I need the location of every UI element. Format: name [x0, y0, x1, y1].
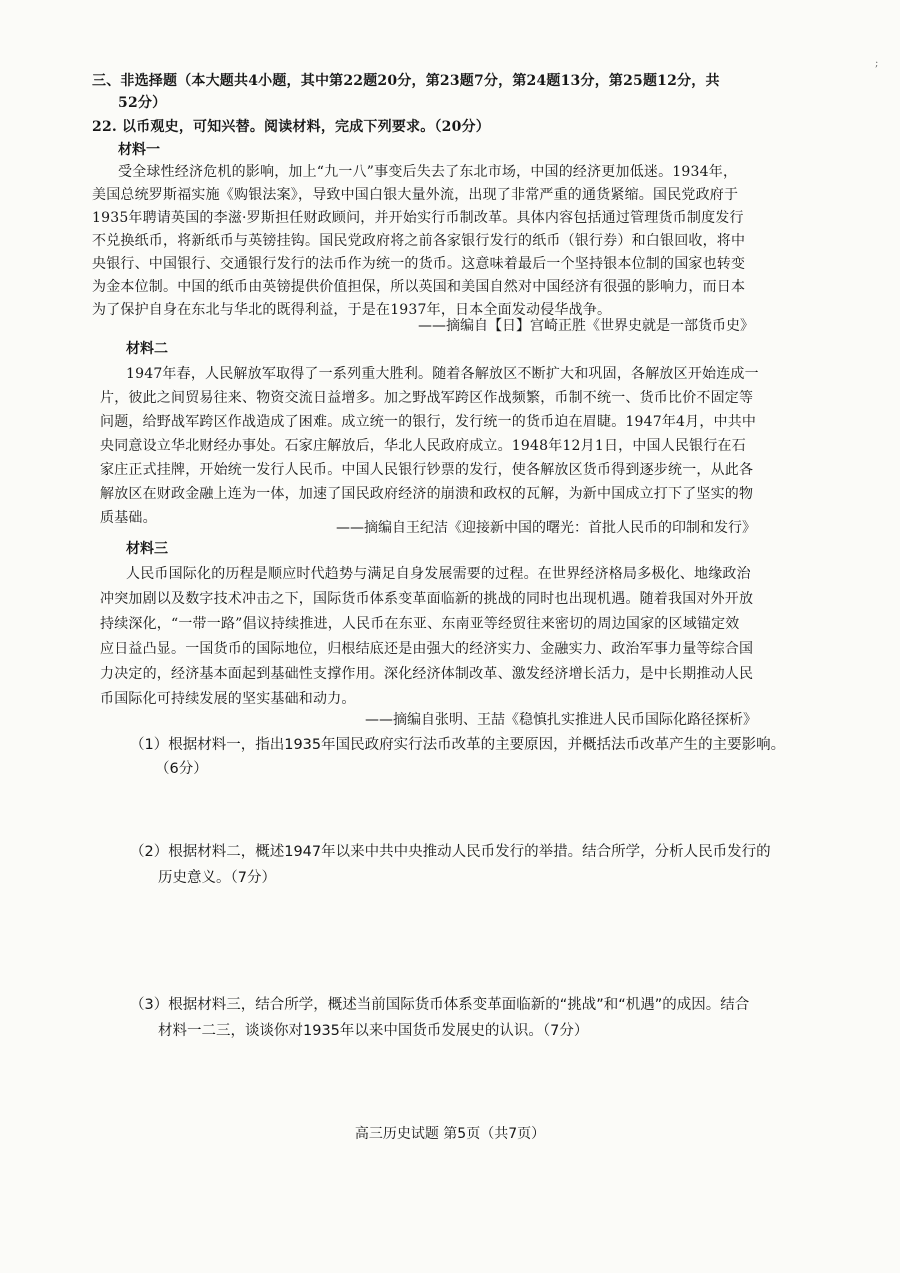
- material-3-line: 力决定的，经济基本面起到基础性支撑作用。深化经济体制改革、激发经济增长活力，是中长期推动人民: [100, 666, 754, 682]
- material-1-title: 材料一: [118, 142, 160, 158]
- material-1-line: 美国总统罗斯福实施《购银法案》，导致中国白银大量外流，出现了非常严重的通货紧缩。国民党政府于: [92, 187, 739, 203]
- material-2-line: 1947年春，人民解放军取得了一系列重大胜利。随着各解放区不断扩大和巩固，各解放区开始连成一: [126, 366, 759, 382]
- material-2-line: 片，彼此之间贸易往来、物资交流日益增多。加之野战军跨区作战频繁，币制不统一、货币比价不固定等: [100, 390, 754, 406]
- material-3-line: 应日益凸显。一国货币的国际地位，归根结底还是由强大的经济实力、金融实力、政治军事力量等综合国: [100, 641, 754, 657]
- corner-mark: ;: [875, 58, 879, 69]
- material-2-line: 家庄正式挂牌，开始统一发行人民币。中国人民银行钞票的发行，使各解放区货币得到逐步统一，从此各: [100, 462, 754, 478]
- material-1-line: 不兑换纸币，将新纸币与英镑挂钩。国民党政府将之前各家银行发行的纸币（银行券）和白银回收，将中: [92, 233, 746, 249]
- material-1-line: 为金本位制。中国的纸币由英镑提供价值担保，所以英国和美国自然对中国经济有很强的影响力，而日本: [92, 279, 746, 295]
- question-1: （1）根据材料一，指出1935年国民政府实行法币改革的主要原因，并概括法币改革产生的主要影响。: [130, 737, 786, 753]
- section-heading-cont: 52分）: [118, 95, 167, 111]
- material-2-line: 央同意设立华北财经办事处。石家庄解放后，华北人民政府成立。1948年12月1日，中国人民银行在石: [100, 438, 746, 454]
- question-2-cont: 历史意义。（7分）: [158, 870, 276, 886]
- question-2: （2）根据材料二，概述1947年以来中共中央推动人民币发行的举措。结合所学，分析人民币发行的: [130, 844, 771, 860]
- question-3: （3）根据材料三，结合所学，概述当前国际货币体系变革面临新的“挑战”和“机遇”的成因。结合: [130, 997, 750, 1013]
- question-1-cont: （6分）: [155, 761, 208, 777]
- material-2-line: 解放区在财政金融上连为一体，加速了国民政府经济的崩溃和政权的瓦解，为新中国成立打下了坚实的物: [100, 486, 754, 502]
- material-3-line: 冲突加剧以及数字技术冲击之下，国际货币体系变革面临新的挑战的同时也出现机遇。随着我国对外开放: [100, 591, 754, 607]
- material-3-line: 持续深化，“一带一路”倡议持续推进，人民币在东亚、东南亚等经贸往来密切的周边国家的区域锚定效: [100, 616, 740, 632]
- question-22-title: 22. 以币观史，可知兴替。阅读材料，完成下列要求。（20分）: [92, 119, 490, 135]
- material-1-line: 受全球性经济危机的影响，加上“九一八”事变后失去了东北市场，中国的经济更加低迷。1934年，: [118, 164, 738, 180]
- page-footer: 高三历史试题 第5页（共7页）: [354, 1126, 546, 1142]
- material-3-source: ——摘编自张明、王喆《稳慎扎实推进人民币国际化路径探析》: [365, 712, 757, 728]
- material-3-title: 材料三: [126, 541, 168, 557]
- material-2-line: 问题，给野战军跨区作战造成了困难。成立统一的银行，发行统一的货币迫在眉睫。1947年4月，中共中: [100, 414, 757, 430]
- material-3-line: 人民币国际化的历程是顺应时代趋势与满足自身发展需要的过程。在世界经济格局多极化、地缘政治: [126, 566, 751, 582]
- question-3-cont: 材料一二三，谈谈你对1935年以来中国货币发展史的认识。（7分）: [158, 1023, 589, 1039]
- section-heading: 三、非选择题（本大题共4小题，其中第22题20分，第23题7分，第24题13分，第25题12分，共: [92, 73, 720, 89]
- material-2-source: ——摘编自王纪洁《迎接新中国的曙光：首批人民币的印制和发行》: [336, 520, 756, 536]
- material-3-line: 币国际化可持续发展的坚实基础和动力。: [100, 691, 356, 707]
- material-1-source: ——摘编自【日】宫崎正胜《世界史就是一部货币史》: [418, 318, 754, 334]
- material-1-line: 1935年聘请英国的李滋·罗斯担任财政顾问，并开始实行币制改革。具体内容包括通过管理货币制度发行: [92, 210, 744, 226]
- material-1-line: 央银行、中国银行、交通银行发行的法币作为统一的货币。这意味着最后一个坚持银本位制的国家也转变: [92, 256, 746, 272]
- material-2-line: 质基础。: [100, 510, 157, 526]
- material-1-line: 为了保护自身在东北与华北的既得利益，于是在1937年，日本全面发动侵华战争。: [92, 302, 612, 318]
- material-2-title: 材料二: [126, 341, 168, 357]
